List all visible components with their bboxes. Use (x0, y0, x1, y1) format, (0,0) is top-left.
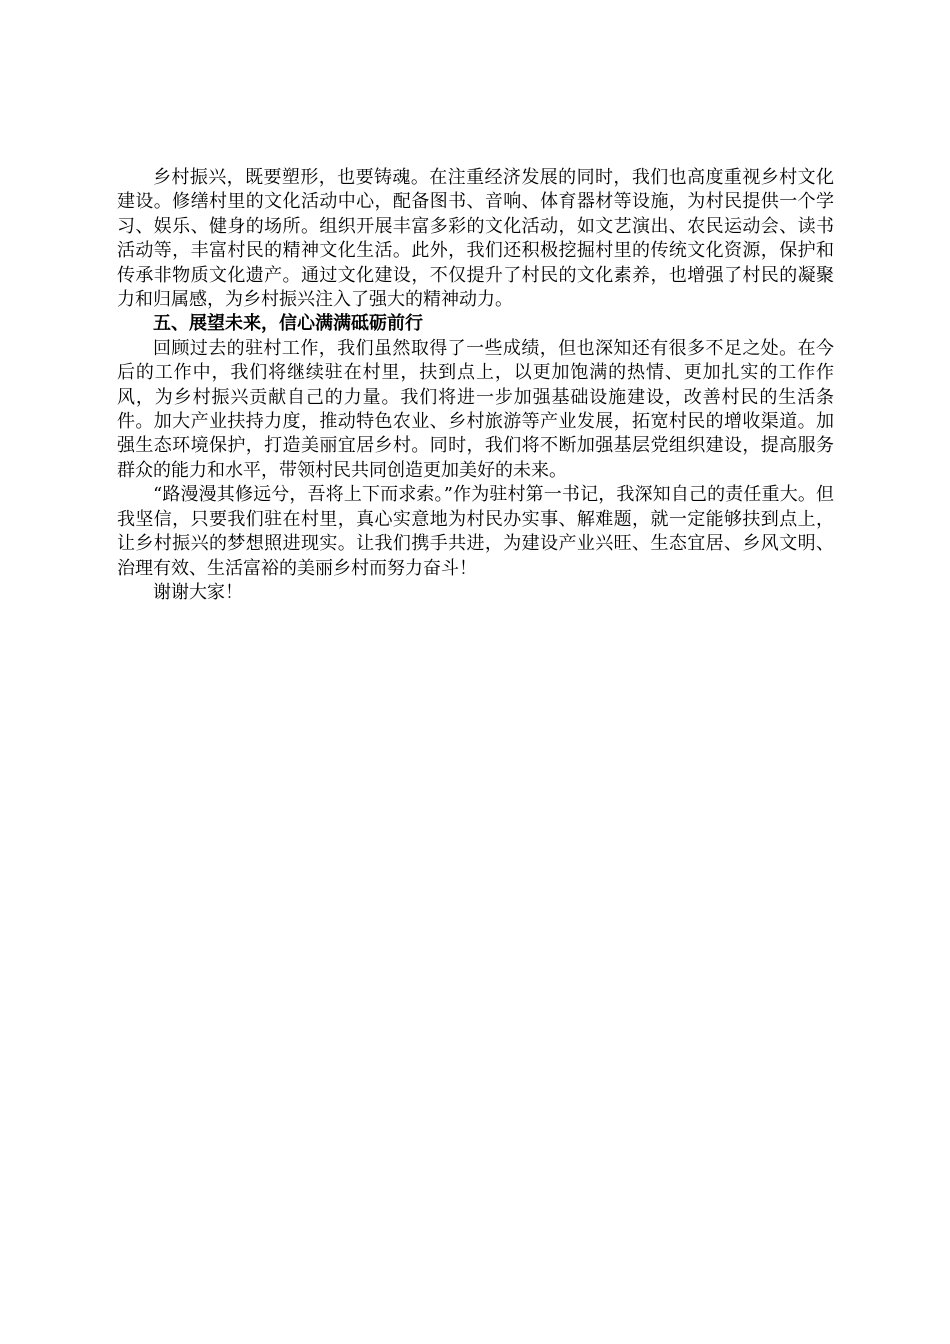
paragraph-quote: “路漫漫其修远兮，吾将上下而求索。”作为驻村第一书记，我深知自己的责任重大。但我坚信，只要我们驻在村里，真心实意地为村民办实事、解难题，就一定能够扶到点上，让乡村振兴的梦想照进现实。让我们携手共进，为建设产业兴旺、生态宜居、乡风文明、治理有效、生活富裕的美丽乡村而努力奋斗！ (117, 484, 834, 579)
paragraph-culture: 乡村振兴，既要塑形，也要铸魂。在注重经济发展的同时，我们也高度重视乡村文化建设。修缮村里的文化活动中心，配备图书、音响、体育器材等设施，为村民提供一个学习、娱乐、健身的场所。组织开展丰富多彩的文化活动，如文艺演出、农民运动会、读书活动等，丰富村民的精神文化生活。此外，我们还积极挖掘村里的传统文化资源，保护和传承非物质文化遗产。通过文化建设，不仅提升了村民的文化素养，也增强了村民的凝聚力和归属感，为乡村振兴注入了强大的精神动力。 (117, 167, 834, 311)
paragraph-thanks: 谢谢大家！ (153, 581, 243, 603)
section-heading-outlook: 五、展望未来，信心满满砥砺前行 (153, 313, 423, 335)
paragraph-review: 回顾过去的驻村工作，我们虽然取得了一些成绩，但也深知还有很多不足之处。在今后的工作中，我们将继续驻在村里，扶到点上，以更加饱满的热情、更加扎实的工作作风，为乡村振兴贡献自己的力量。我们将进一步加强基础设施建设，改善村民的生活条件。加大产业扶持力度，推动特色农业、乡村旅游等产业发展，拓宽村民的增收渠道。加强生态环境保护，打造美丽宜居乡村。同时，我们将不断加强基层党组织建设，提高服务群众的能力和水平，带领村民共同创造更加美好的未来。 (117, 337, 834, 481)
document-body (117, 166, 834, 605)
